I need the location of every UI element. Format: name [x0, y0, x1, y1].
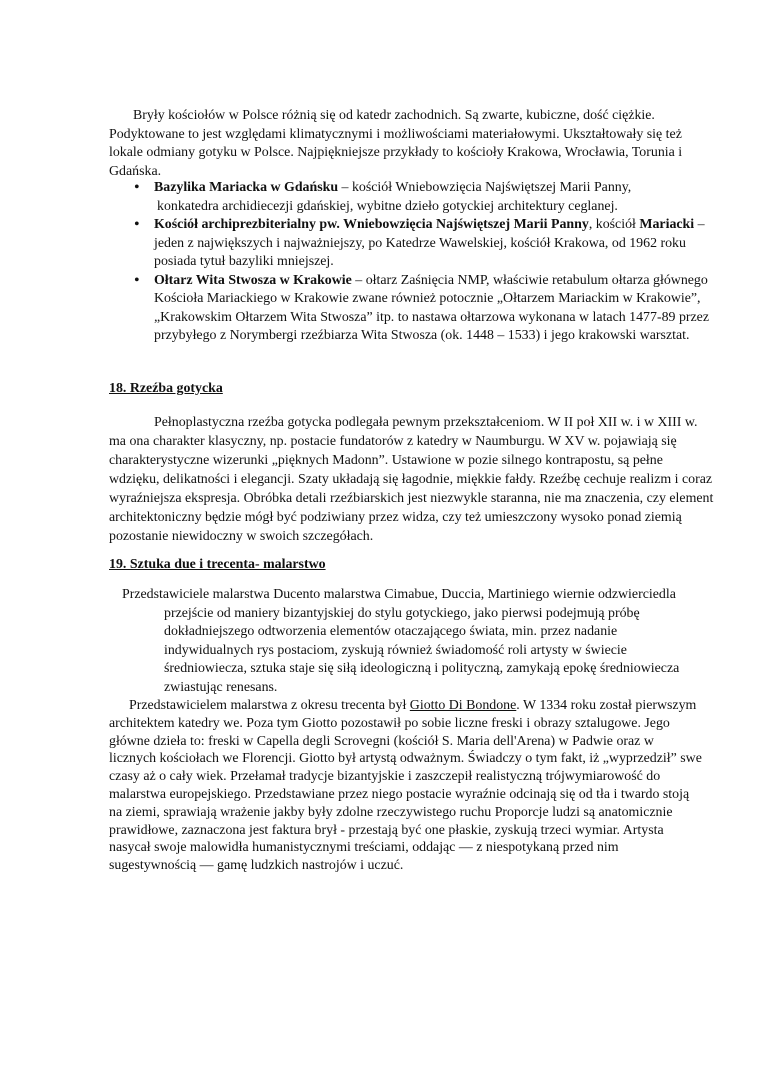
list-item-title: Bazylika Mariacka w Gdańsku — [154, 180, 339, 195]
paragraph-text: Przedstawicielem malarstwa z okresu trecenta był — [129, 698, 410, 713]
list-item-text: , kościół — [588, 217, 640, 232]
section-19-heading: 19. Sztuka due i trecenta- malarstwo — [109, 557, 326, 572]
section-18-paragraph: Pełnoplastyczna rzeźba gotycka podlegała pewnym przekształceniom. W II poł XII w. i w XIII w. ma ona charakter klasyczny, np. postacie fundatorów z katedry w Naumburgu. W XV w. pojawiają się charakterystyczne wizerunki „pięknych Madonn”. Ustawione w pozie silnego kontrapostu, są pełne wdzięku, delikatności i elegancji. Szaty układają się łagodnie, miękkie fałdy. Rzeźbę cechuje realizm i coraz wyraźniejsza ekspresja. Obróbka detali rzeźbiarskich jest niezwykle staranna, nie ma znaczenia, czy element architektoniczny będzie mógł być podziwiany przez widza, czy też umieszczony wysoko ponad ziemią pozostanie niewidoczny w swoich szczegółach. — [109, 415, 714, 544]
list-item-text-continued: konkatedra archidiecezji gdańskiej, wybitne dzieło gotyckiej architektury ceglanej. — [157, 198, 618, 214]
intro-paragraph: Bryły kościołów w Polsce różnią się od katedr zachodnich. Są zwarte, kubiczne, dość ciężkie. Podyktowane to jest względami klimatycznymi i możliwościami materiałowymi. Ukształtowały się też lokale odmiany gotyku w Polsce. Najpiękniejsze przykłady to kościoły Krakowa, Wrocławia, Torunia i Gdańska. — [109, 108, 683, 179]
giotto-link[interactable]: Giotto Di Bondone — [409, 698, 517, 713]
bullet-icon: • — [134, 271, 140, 289]
section-18-heading: 18. Rzeźba gotycka — [109, 381, 223, 396]
list-item — [109, 179, 709, 216]
list-item-text: – jeden z największych i najważniejszy, po Katedrze Wawelskiej, kościół Krakowa, od 1962 roku posiada tytuł bazyliki mniejszej. — [154, 217, 705, 269]
list-item-title: Kościół archiprezbiterialny pw. Wniebowzięcia Najświętszej Marii Panny — [154, 217, 589, 232]
list-item — [109, 272, 709, 346]
paragraph-text: . W 1334 roku został pierwszym architektem katedry we. Poza tym Giotto pozostawił po sobie liczne freski i obrazy sztalugowe. Jego główne dzieła to: freski w Capella degli Scrovegni (kościół S. Maria dell'Arena) w Padwie oraz w licznych kościołach we Florencji. Giotto był artystą odważnym. Świadczy o tym fakt, iż „wyprzedził” swe czasy aż o cały wiek. Przełamał tradycje bizantyjskie i zaszczepił realistyczną trójwymiarowość do malarstwa europejskiego. Przedstawiane przez niego postacie wyraźnie odcinają się od tła i twardo stoją na ziemi, sprawiają wrażenie jakby były zdolne rzeczywistego ruchu Proporcje ludzi są anatomicznie prawidłowe, zaznaczona jest faktura brył - przestają być one płaskie, zyskują trzeci wymiar. Artysta nasycał swoje malowidła humanistycznymi treściami, oddając — z niespotykaną przed nim sugestywnością — gamę ludzkich nastrojów i uczuć. — [109, 698, 702, 874]
bullet-icon: • — [134, 179, 140, 196]
list-item — [109, 216, 709, 272]
section-19-paragraph-1: Przedstawiciele malarstwa Ducento malarstwa Cimabue, Duccia, Martiniego wiernie odzwierciedla przejście od maniery bizantyjskiej do stylu gotyckiego, jako pierwsi podejmują próbę dokładniejszego odtworzenia elementów otaczającego świata, min. przez nadanie indywidualnych rys postaciom, zyskują również świadomość roli artysty w świecie średniowiecza, sztuka staje się siłą ideologiczną i polityczną, zamykają epokę średniowiecza zwiastując renesans. — [122, 587, 680, 695]
list-item-text: – ołtarz Zaśnięcia NMP, właściwie retabulum ołtarza głównego Kościoła Mariackiego w Krakowie zwane również potocznie „Ołtarzem Mariackim w Krakowie”, „Krakowskim Ołtarzem Wita Stwosza” itp. to nastawa ołtarzowa wykonana w latach 1477-89 przez przybyłego z Norymbergi rzeźbiarza Wita Stwosza (ok. 1448 – 1533) i jego krakowski warsztat. — [154, 272, 710, 343]
bullet-icon: • — [134, 216, 140, 233]
section-19-paragraph-2 — [109, 697, 704, 875]
list-item-text: – kościół Wniebowzięcia Najświętszej Marii Panny, — [338, 180, 632, 195]
church-list — [109, 179, 709, 346]
list-item-title: Ołtarz Wita Stwosza w Krakowie — [154, 272, 352, 288]
list-item-title-2: Mariacki — [639, 217, 695, 232]
